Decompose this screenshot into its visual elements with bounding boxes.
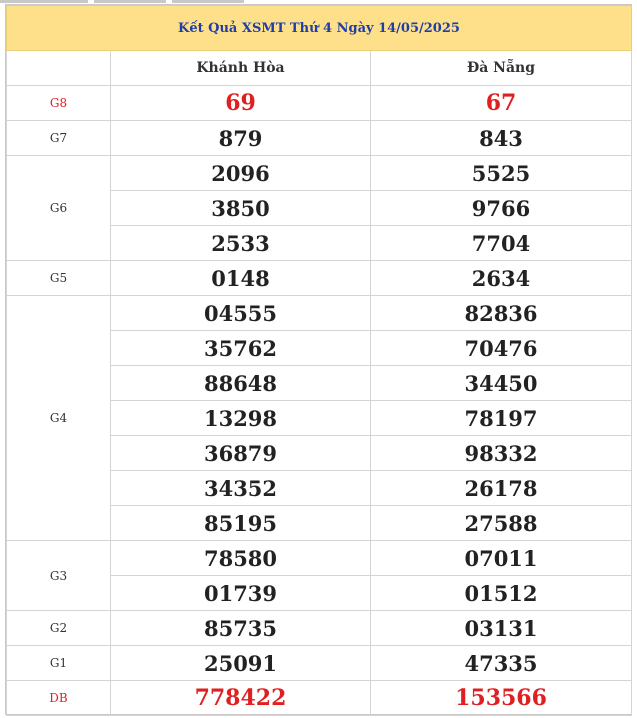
prize-number-g4: 04555 (111, 296, 371, 331)
prize-number-g4: 35762 (111, 331, 371, 366)
prize-label-g1: G1 (7, 646, 111, 681)
prize-label-g8: G8 (7, 86, 111, 121)
prize-row (7, 681, 632, 716)
results-title: Kết Quả XSMT Thứ 4 Ngày 14/05/2025 (7, 6, 632, 51)
prize-number-g7: 879 (111, 121, 371, 156)
prize-row (7, 261, 632, 296)
tab-strip-segment (94, 0, 166, 3)
lottery-results-table (6, 5, 632, 716)
prize-row (7, 156, 632, 191)
prize-number-g1: 25091 (111, 646, 371, 681)
prize-number-g4: 26178 (371, 471, 632, 506)
prize-number-g2: 85735 (111, 611, 371, 646)
prize-number-g4: 98332 (371, 436, 632, 471)
prize-number-g6: 5525 (371, 156, 632, 191)
header-empty-cell (7, 51, 111, 86)
title-row (7, 6, 632, 51)
province-header-1[interactable]: Khánh Hòa (111, 51, 371, 86)
prize-number-g4: 34450 (371, 366, 632, 401)
prize-number-g3: 01739 (111, 576, 371, 611)
prize-number-g7: 843 (371, 121, 632, 156)
prize-number-g4: 78197 (371, 401, 632, 436)
prize-number-g6: 2096 (111, 156, 371, 191)
header-row (7, 51, 632, 86)
prize-label-db: DB (7, 681, 111, 716)
prize-row (7, 86, 632, 121)
prize-number-g3: 78580 (111, 541, 371, 576)
results-table-container (5, 4, 632, 715)
prize-label-g3: G3 (7, 541, 111, 611)
prize-label-g7: G7 (7, 121, 111, 156)
prize-number-db: 778422 (111, 681, 371, 716)
prize-number-g4: 36879 (111, 436, 371, 471)
prize-number-g4: 34352 (111, 471, 371, 506)
prize-number-g2: 03131 (371, 611, 632, 646)
tab-strip-segment (0, 0, 88, 3)
prize-number-g3: 01512 (371, 576, 632, 611)
prize-row (7, 121, 632, 156)
prize-number-g5: 0148 (111, 261, 371, 296)
prize-number-g6: 3850 (111, 191, 371, 226)
prize-number-g1: 47335 (371, 646, 632, 681)
prize-number-g6: 2533 (111, 226, 371, 261)
prize-row (7, 541, 632, 576)
tab-strip-segment (172, 0, 244, 3)
prize-number-g4: 13298 (111, 401, 371, 436)
prize-number-g8: 67 (371, 86, 632, 121)
prize-number-g6: 9766 (371, 191, 632, 226)
prize-label-g4: G4 (7, 296, 111, 541)
prize-label-g5: G5 (7, 261, 111, 296)
prize-number-g5: 2634 (371, 261, 632, 296)
prize-row (7, 296, 632, 331)
prize-number-db: 153566 (371, 681, 632, 716)
prize-number-g4: 88648 (111, 366, 371, 401)
prize-number-g4: 27588 (371, 506, 632, 541)
province-header-2[interactable]: Đà Nẵng (371, 51, 632, 86)
prize-number-g4: 85195 (111, 506, 371, 541)
prize-row (7, 646, 632, 681)
prize-number-g4: 70476 (371, 331, 632, 366)
prize-number-g4: 82836 (371, 296, 632, 331)
prize-label-g6: G6 (7, 156, 111, 261)
prize-number-g6: 7704 (371, 226, 632, 261)
prize-number-g8: 69 (111, 86, 371, 121)
prize-label-g2: G2 (7, 611, 111, 646)
prize-row (7, 611, 632, 646)
prize-number-g3: 07011 (371, 541, 632, 576)
